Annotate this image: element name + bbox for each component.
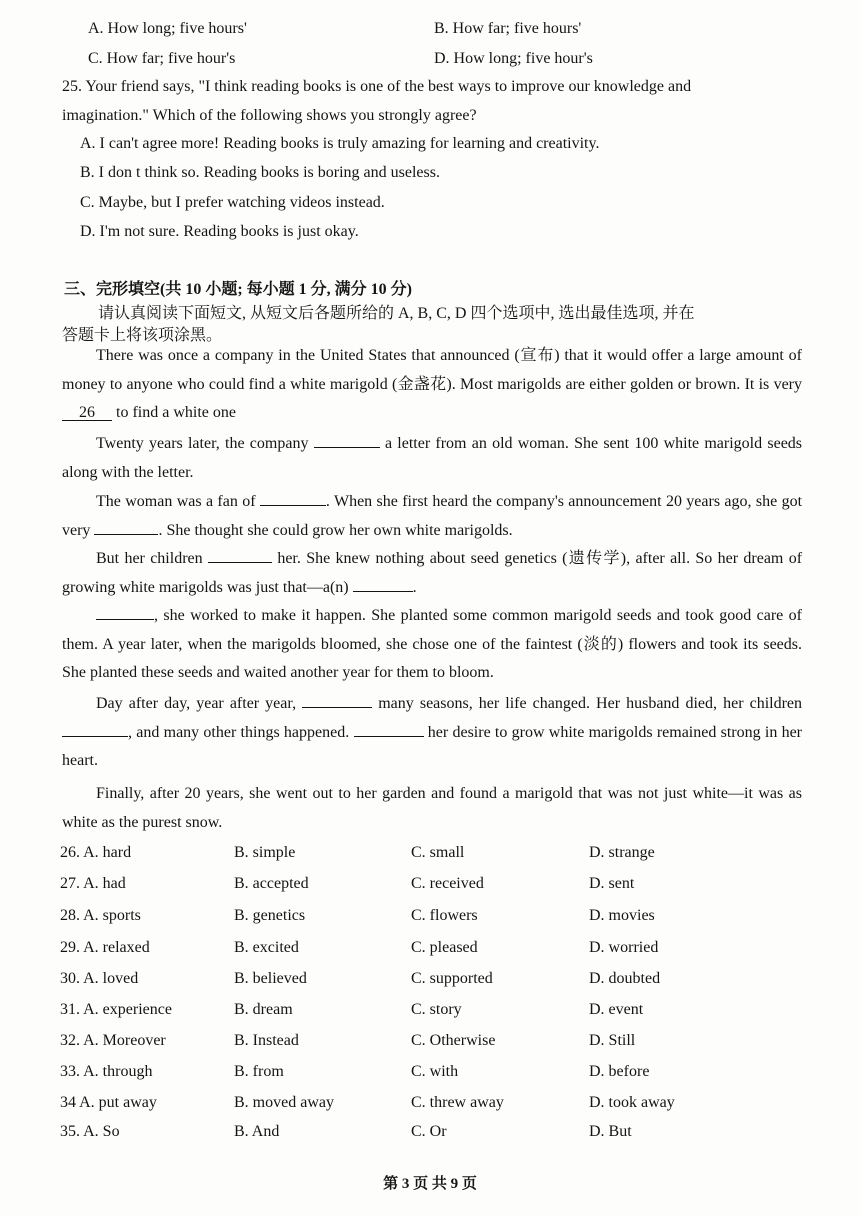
q26-option-d: D. strange (589, 844, 655, 861)
passage-paragraph-7 (62, 780, 802, 837)
q31-option-c: C. story (411, 1001, 462, 1018)
q28-option-b: B. genetics (234, 907, 306, 924)
q25-stem-line2: imagination." Which of the following shows you strongly agree? (62, 107, 477, 124)
q26-option-a: 26. A. hard (60, 844, 132, 861)
q29-option-c: C. pleased (411, 939, 478, 956)
blank-30 (208, 548, 272, 563)
p3-text-c: . She thought she could grow her own white marigolds. (158, 521, 513, 539)
section3-instruction-line1: 请认真阅读下面短文, 从短文后各题所给的 A, B, C, D 四个选项中, 选出最佳选项, 并在 (98, 305, 695, 322)
q28-option-a: 28. A. sports (60, 907, 141, 924)
blank-26: 26 (62, 406, 112, 421)
q29-option-a: 29. A. relaxed (60, 939, 150, 956)
question-row-29 (60, 939, 820, 961)
q24-option-c: C. How far; five hour's (88, 50, 236, 67)
question-row-34 (60, 1094, 820, 1116)
q33-option-d: D. before (589, 1063, 650, 1080)
q25-option-a: A. I can't agree more! Reading books is truly amazing for learning and creativity. (80, 135, 600, 152)
q24-option-a: A. How long; five hours' (88, 20, 247, 37)
question-row-30 (60, 970, 820, 992)
q31-option-d: D. event (589, 1001, 644, 1018)
blank-33 (302, 693, 372, 708)
q26-option-c: C. small (411, 844, 465, 861)
q30-option-a: 30. A. loved (60, 970, 139, 987)
p3-text-b: . When she first heard the company's announcement 20 years ago, she got very (62, 493, 803, 539)
passage-paragraph-6 (62, 690, 802, 776)
q27-option-b: B. accepted (234, 875, 309, 892)
question-row-26 (60, 844, 820, 866)
q25-option-c: C. Maybe, but I prefer watching videos instead. (80, 194, 385, 211)
question-row-33 (60, 1063, 820, 1085)
section3-instruction-line2: 答题卡上将该项涂黑。 (62, 327, 223, 344)
q27-option-a: 27. A. had (60, 875, 126, 892)
page-number-footer: 第 3 页 共 9 页 (383, 1176, 477, 1192)
p6-text-a: Day after day, year after year, (96, 695, 297, 712)
p7-text: Finally, after 20 years, she went out to her garden and found a marigold that was not just white—it was as white as the purest snow. (62, 785, 802, 831)
q31-option-b: B. dream (234, 1001, 293, 1018)
blank-27 (314, 433, 380, 448)
p6-text-c: , and many other things happened. (128, 723, 350, 741)
question-row-27 (60, 875, 820, 897)
q29-option-b: B. excited (234, 939, 299, 956)
p3-text-a: The woman was a fan of (96, 493, 256, 510)
q34-option-a: 34 A. put away (60, 1094, 157, 1111)
p6-text-d: her desire to grow white marigolds remained strong in her heart. (62, 723, 803, 769)
q28-option-d: D. movies (589, 907, 655, 924)
question-row-32 (60, 1032, 820, 1054)
q34-option-d: D. took away (589, 1094, 675, 1111)
p1-text-b: to find a white one (116, 404, 236, 421)
q34-option-c: C. threw away (411, 1094, 504, 1111)
q25-stem-line1: 25. Your friend says, "I think reading books is one of the best ways to improve our knowledge and (62, 78, 692, 95)
blank-32 (96, 605, 154, 620)
q33-option-b: B. from (234, 1063, 284, 1080)
blank-28 (260, 491, 326, 506)
q30-option-d: D. doubted (589, 970, 661, 987)
q31-option-a: 31. A. experience (60, 1001, 172, 1018)
passage-paragraph-1 (62, 342, 802, 428)
q34-option-b: B. moved away (234, 1094, 334, 1111)
passage-paragraph-5 (62, 602, 802, 688)
blank-31 (353, 577, 413, 592)
p1-text-a: There was once a company in the United States that announced (宣布) that it would offer a large amount of money to anyone who could find a white marigold (金盏花). Most marigolds are either golden or brown. It is very (62, 347, 802, 393)
q32-option-a: 32. A. Moreover (60, 1032, 166, 1049)
q26-option-b: B. simple (234, 844, 296, 861)
q24-option-d: D. How long; five hour's (434, 50, 593, 67)
q30-option-b: B. believed (234, 970, 307, 987)
blank-29 (94, 520, 158, 535)
q24-option-b: B. How far; five hours' (434, 20, 582, 37)
q27-option-c: C. received (411, 875, 484, 892)
q25-option-b: B. I don t think so. Reading books is boring and useless. (80, 164, 440, 181)
q32-option-b: B. Instead (234, 1032, 299, 1049)
q35-option-c: C. Or (411, 1123, 447, 1140)
q30-option-c: C. supported (411, 970, 493, 987)
question-row-35 (60, 1123, 820, 1145)
question-row-31 (60, 1001, 820, 1023)
q33-option-a: 33. A. through (60, 1063, 153, 1080)
question-row-28 (60, 907, 820, 929)
p4-text-c: . (412, 578, 417, 596)
p2-text-a: Twenty years later, the company (96, 435, 309, 452)
p6-text-b: many seasons, her life changed. Her husband died, her children (378, 695, 803, 712)
q35-option-b: B. And (234, 1123, 280, 1140)
blank-35 (354, 722, 424, 737)
q28-option-c: C. flowers (411, 907, 478, 924)
passage-paragraph-3 (62, 488, 802, 545)
q35-option-d: D. But (589, 1123, 632, 1140)
passage-paragraph-2 (62, 430, 802, 487)
q32-option-d: D. Still (589, 1032, 636, 1049)
p2-text-b: a letter from an old woman. She sent 100 white marigold seeds along with the letter. (62, 435, 803, 481)
q33-option-c: C. with (411, 1063, 459, 1080)
q27-option-d: D. sent (589, 875, 635, 892)
blank-34 (62, 722, 128, 737)
p4-text-b: her. She knew nothing about seed genetics (遗传学), after all. So her dream of growing white marigolds was just that—a(n) (62, 550, 803, 596)
q32-option-c: C. Otherwise (411, 1032, 496, 1049)
p5-text-a: , she worked to make it happen. She planted some common marigold seeds and took good care of them. A year later, when the marigolds bloomed, she chose one of the faintest (淡的) flowers and took its seeds. She planted these seeds and waited another year for them to bloom. (62, 607, 802, 681)
q25-option-d: D. I'm not sure. Reading books is just okay. (80, 223, 359, 240)
section3-heading: 三、完形填空(共 10 小题; 每小题 1 分, 满分 10 分) (64, 281, 412, 298)
passage-paragraph-4 (62, 545, 802, 602)
p4-text-a: But her children (96, 550, 203, 567)
q35-option-a: 35. A. So (60, 1123, 120, 1140)
q29-option-d: D. worried (589, 939, 659, 956)
